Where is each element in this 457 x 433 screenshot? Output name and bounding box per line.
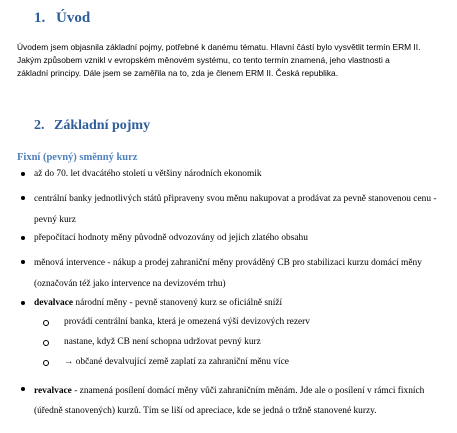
- list-item-text: - znamená posílení domácí měny vůči zahraničním měnám. Jde ale o posílení v rámci fixních (úředně stanovených) kurzů. Tím se liší od apreciace, kde se jedná o tržně stanovené kurzy.: [34, 386, 425, 416]
- section-number: 2.: [34, 118, 45, 133]
- sub-list-item: [34, 315, 437, 335]
- section-title: Úvod: [56, 10, 91, 26]
- bullet-icon: [21, 172, 25, 176]
- bullet-list: [17, 167, 437, 421]
- bullet-icon: [21, 260, 25, 264]
- intro-paragraph: Úvodem jsem objasnila základní pojmy, potřebné k danému tématu. Hlavní částí bylo vysvětlit termín ERM II. Jakým způsobem vznikl v evropském měnovém systému, co tento termín znamená, jeho vlastnosti a základní principy. Dále jsem se zaměřila na to, zda je členem ERM II. Česká republika.: [17, 42, 421, 78]
- list-item-text: národní měny - pevně stanovený kurz se oficiálně sníží: [73, 298, 283, 308]
- term-revalvace: revalvace: [34, 386, 72, 396]
- section-number: 1.: [34, 10, 46, 26]
- circle-bullet-icon: [43, 320, 49, 326]
- section-heading-zakladni-pojmy: [34, 118, 150, 134]
- section-heading-uvod: [34, 10, 90, 27]
- bullet-icon: [21, 301, 25, 305]
- bullet-icon: [21, 236, 25, 240]
- list-item-text: přepočítací hodnoty měny původně odvozovány od jejich zlatého obsahu: [34, 233, 308, 243]
- sub-list-item-text: nastane, když CB není schopna udržovat pevný kurz: [64, 337, 261, 347]
- bullet-icon: [21, 196, 25, 200]
- subheading-fixed-exchange-rate: Fixní (pevný) směnný kurz: [17, 152, 138, 163]
- list-item-text: až do 70. let dvacátého století u většiny národních ekonomik: [34, 169, 262, 179]
- circle-bullet-icon: [43, 360, 49, 366]
- bullet-icon: [21, 387, 25, 391]
- list-item-devalvace: [17, 296, 437, 381]
- section-title: Základní pojmy: [54, 118, 151, 133]
- list-item-revalvace: [17, 381, 437, 421]
- list-item: [17, 231, 437, 253]
- list-item-text: měnová intervence - nákup a prodej zahraniční měny prováděný CB pro stabilizaci kurzu domácí měny (označován též jako intervence na devizovém trhu): [34, 258, 422, 289]
- sub-list-item-text: → občané devalvující země zaplatí za zahraniční měnu více: [64, 357, 289, 367]
- list-item: [17, 189, 437, 231]
- sub-list-item: [34, 355, 437, 375]
- circle-bullet-icon: [43, 340, 49, 346]
- sub-bullet-list: [34, 315, 437, 375]
- list-item: [17, 253, 437, 296]
- list-item: [17, 167, 437, 189]
- sub-list-item-text: provádí centrální banka, která je omezená výší devizových rezerv: [64, 317, 310, 327]
- sub-list-item: [34, 335, 437, 355]
- term-devalvace: devalvace: [34, 298, 74, 308]
- list-item-text: centrální banky jednotlivých států připraveny svou měnu nakupovat a prodávat za pevně stanovenou cenu - pevný kurz: [34, 194, 437, 225]
